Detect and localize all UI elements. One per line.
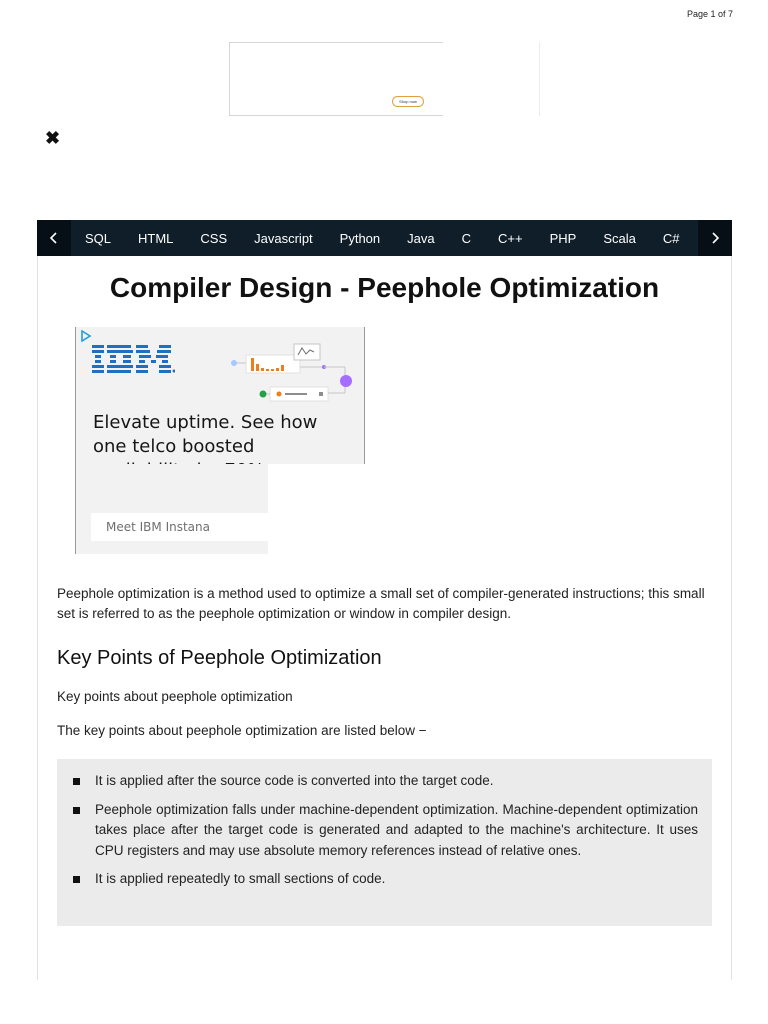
list-item-text: Peephole optimization falls under machine-dependent optimization. Machine-dependent optimization takes place after the target code is generated and adapted to the machine's architecture. It uses CPU registers and may use absolute memory references instead of relative ones. (95, 801, 698, 858)
list-item (95, 869, 698, 890)
nav-item-php[interactable]: PHP (549, 230, 577, 246)
ad-headline: Elevate uptime. See how one telco boosted (93, 412, 318, 457)
meet-ibm-instana-button[interactable]: Meet IBM Instana (91, 513, 268, 541)
nav-item-python[interactable]: Python (339, 230, 381, 246)
ibm-logo (91, 341, 175, 375)
nav-item-sql[interactable]: SQL (85, 230, 112, 246)
intro-paragraph: Peephole optimization is a method used to optimize a small set of compiler-generated instructions; this small set is referred to as the peephole optimization or window in compiler design. (57, 586, 705, 621)
shop-now-button[interactable]: Shop now (392, 96, 424, 107)
nav-items (71, 220, 698, 256)
dashboard-graphic (230, 341, 356, 417)
nav-item-scala[interactable]: Scala (603, 230, 636, 246)
section-heading: Key Points of Peephole Optimization (57, 647, 382, 669)
chevron-right-icon[interactable] (698, 220, 732, 256)
nav-item-c[interactable]: C (461, 230, 472, 246)
key-points-intro: Key points about peephole optimization (57, 689, 293, 704)
ibm-ad[interactable] (75, 327, 365, 554)
list-item (95, 771, 698, 792)
nav-item-java[interactable]: Java (407, 230, 435, 246)
ad-top-panel (75, 327, 365, 464)
square-bullet-icon (73, 778, 80, 785)
chevron-left-icon[interactable] (37, 220, 71, 256)
close-icon[interactable]: ✖ (45, 128, 61, 148)
top-ad-edge (539, 42, 540, 116)
list-item-text: It is applied after the source code is converted into the target code. (95, 773, 494, 788)
list-item (95, 800, 698, 862)
language-nav-bar (37, 220, 732, 256)
key-points-list (57, 759, 712, 890)
nav-item-csharp[interactable]: C# (662, 230, 680, 246)
nav-item-javascript[interactable]: Javascript (254, 230, 313, 246)
list-item-text: It is applied repeatedly to small sections of code. (95, 871, 386, 886)
nav-item-html[interactable]: HTML (138, 230, 174, 246)
square-bullet-icon (73, 876, 80, 883)
nav-item-cpp[interactable]: C++ (498, 230, 523, 246)
top-ad-banner[interactable] (229, 42, 443, 116)
page-counter: Page 1 of 7 (686, 9, 733, 19)
square-bullet-icon (73, 807, 80, 814)
key-points-box (57, 759, 712, 926)
nav-item-css[interactable]: CSS (200, 230, 228, 246)
key-points-lead: The key points about peephole optimization are listed below − (57, 723, 427, 738)
page-title: Compiler Design - Peephole Optimization (109, 272, 660, 303)
